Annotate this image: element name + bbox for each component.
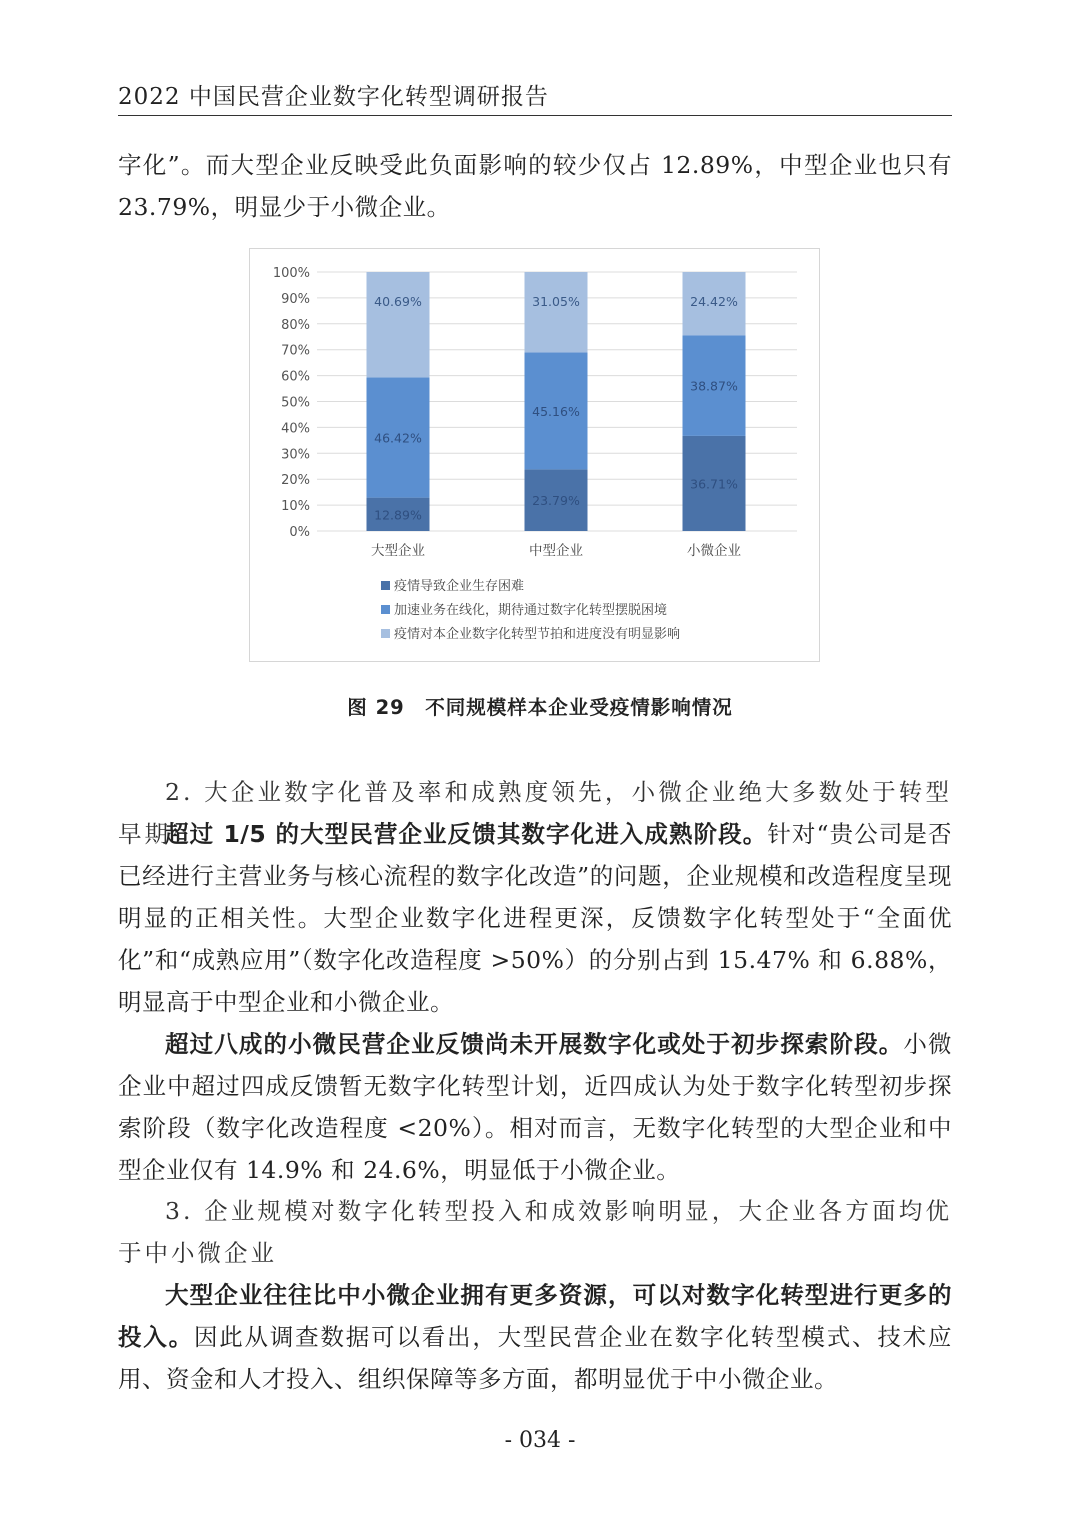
y-tick-label: 90% bbox=[281, 291, 310, 307]
legend-swatch bbox=[381, 581, 390, 590]
bar-segment bbox=[525, 272, 588, 352]
section-3-p1-text: 因此从调查数据可以看出，大型民营企业在数字化转型模式、技术应用、资金和人才投入、组织保障等多方面，都明显优于中小微企业。 bbox=[118, 1323, 952, 1393]
data-label: 23.79% bbox=[532, 493, 580, 509]
legend-label: 加速业务在线化，期待通过数字化转型摆脱困境 bbox=[394, 603, 668, 618]
y-tick-label: 60% bbox=[281, 369, 310, 385]
figure-caption: 图 29 不同规模样本企业受疫情影响情况 bbox=[347, 696, 733, 719]
section-3-paragraph-1 bbox=[118, 1274, 952, 1400]
y-tick-label: 40% bbox=[281, 421, 310, 437]
data-label: 12.89% bbox=[374, 507, 422, 523]
section-2-p2-text: 小微企业中超过四成反馈暂无数字化转型计划，近四成认为处于数字化转型初步探索阶段（数字化改造程度 <20%）。相对而言，无数字化转型的大型企业和中型企业仅有 14.9% 和 24.6%，明显低于小微企业。 bbox=[118, 1030, 953, 1184]
chart-svg bbox=[250, 249, 821, 663]
y-tick-label: 100% bbox=[272, 266, 310, 281]
section-2-heading: 2. 大企业数字化普及率和成熟度领先，小微企业绝大多数处于转型早期 bbox=[118, 778, 952, 848]
data-label: 45.16% bbox=[532, 403, 580, 419]
y-tick-label: 80% bbox=[281, 317, 310, 333]
intro-paragraph: 字化”。而大型企业反映受此负面影响的较少仅占 12.89%，中型企业也只有 23.79%，明显少于小微企业。 bbox=[118, 151, 952, 221]
legend-label: 疫情导致企业生存困难 bbox=[394, 579, 525, 594]
section-2-p2-bold: 超过八成的小微民营企业反馈尚未开展数字化或处于初步探索阶段。 bbox=[165, 1030, 904, 1058]
running-header: 2022 中国民营企业数字化转型调研报告 bbox=[118, 84, 549, 110]
header-rule bbox=[118, 115, 952, 116]
bar-segment bbox=[367, 272, 430, 377]
legend-swatch bbox=[381, 605, 390, 614]
data-label: 40.69% bbox=[374, 294, 422, 309]
y-tick-label: 50% bbox=[281, 395, 310, 411]
section-3-heading: 3. 企业规模对数字化转型投入和成效影响明显，大企业各方面均优于中小微企业 bbox=[118, 1197, 952, 1267]
y-tick-label: 20% bbox=[281, 473, 310, 489]
data-label: 31.05% bbox=[532, 294, 580, 309]
section-2-p1-text: 针对“贵公司是否已经进行主营业务与核心流程的数字化改造”的问题，企业规模和改造程度呈现明显的正相关性。大型企业数字化进程更深，反馈数字化转型处于“全面优化”和“成熟应用”（数字化改造程度 >50%）的分别占到 15.47% 和 6.88%，明显高于中型企业和小微企业。 bbox=[118, 820, 952, 1016]
legend-swatch bbox=[381, 629, 390, 638]
page-number: - 034 - bbox=[504, 1428, 576, 1453]
section-3-p1-bold: 大型企业往往比中小微企业拥有更多资源，可以对数字化转型进行更多的投入。 bbox=[118, 1281, 952, 1351]
data-label: 46.42% bbox=[374, 430, 422, 446]
x-tick-label: 中型企业 bbox=[529, 543, 583, 559]
x-tick-label: 大型企业 bbox=[371, 543, 425, 559]
y-tick-label: 30% bbox=[281, 447, 310, 463]
data-label: 38.87% bbox=[690, 378, 738, 394]
legend-label: 疫情对本企业数字化转型节拍和进度没有明显影响 bbox=[394, 627, 681, 642]
data-label: 24.42% bbox=[690, 294, 738, 309]
section-2-paragraph-1 bbox=[118, 813, 952, 1023]
x-tick-label: 小微企业 bbox=[687, 543, 741, 559]
section-2-paragraph-2 bbox=[118, 1023, 952, 1191]
data-label: 36.71% bbox=[690, 476, 738, 492]
y-tick-label: 10% bbox=[281, 499, 310, 515]
stacked-bar-chart bbox=[249, 248, 820, 662]
y-tick-label: 70% bbox=[281, 343, 310, 359]
y-tick-label: 0% bbox=[289, 525, 310, 540]
section-2-p1-bold: 超过 1/5 的大型民营企业反馈其数字化进入成熟阶段。 bbox=[165, 820, 768, 848]
